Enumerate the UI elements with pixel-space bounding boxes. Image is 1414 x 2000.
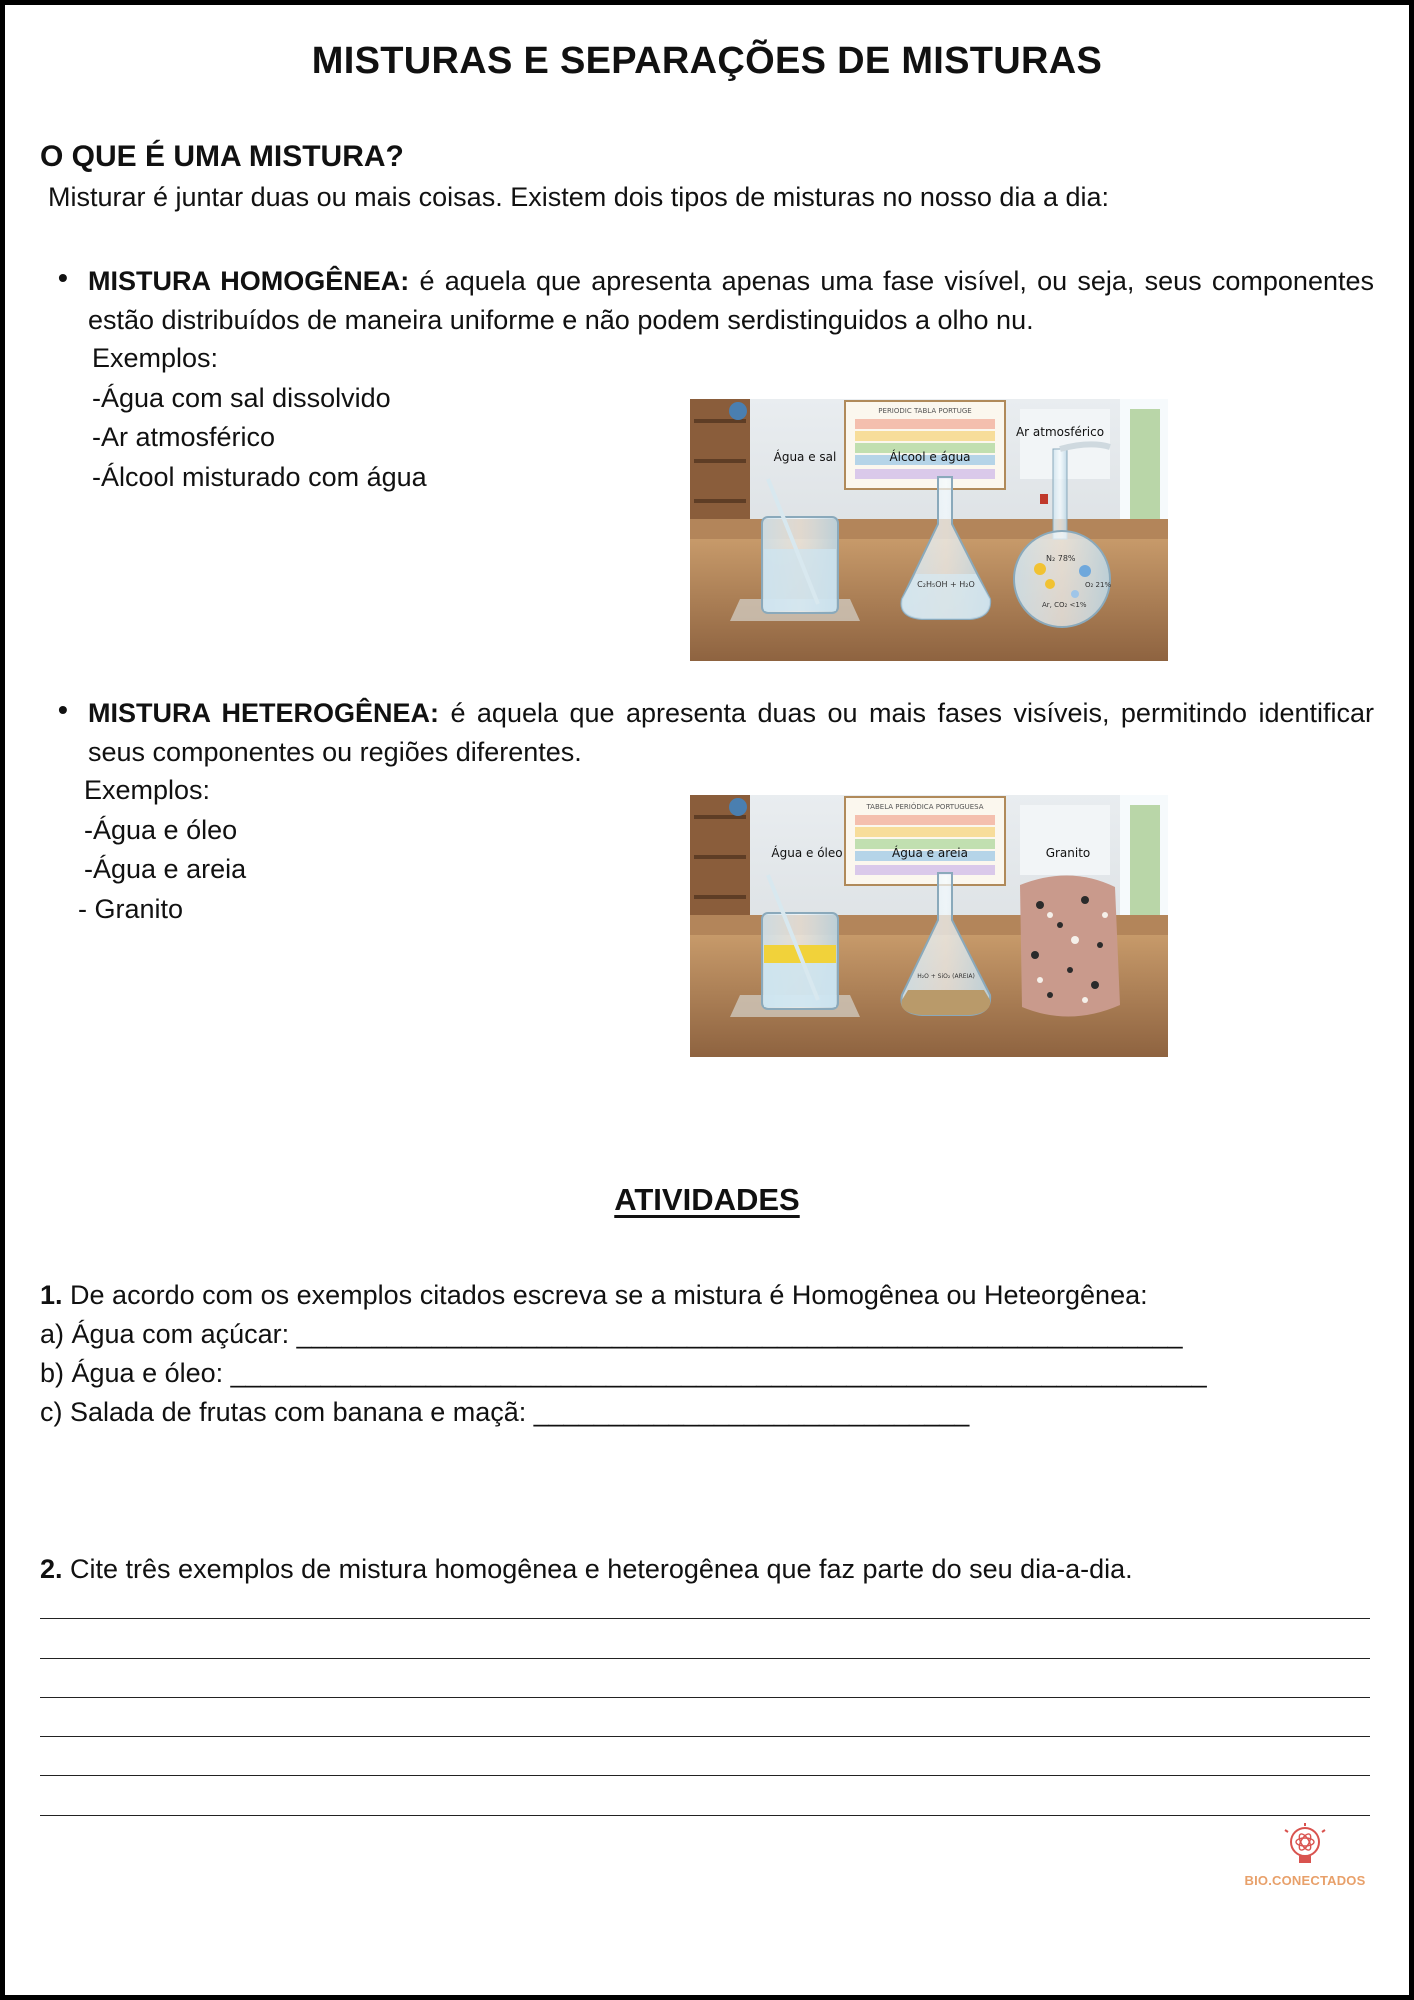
answer-item-a[interactable]: a) Água com açúcar: ___________________________________________________________	[40, 1319, 1183, 1349]
image-label-alcohol-water: Álcool e água	[889, 450, 971, 464]
homogenea-paragraph	[88, 262, 1374, 340]
examples-title: Exemplos:	[92, 343, 219, 373]
answer-line[interactable]	[40, 1736, 1370, 1737]
question-number: 2.	[40, 1554, 63, 1584]
example-item: -Água com sal dissolvido	[92, 382, 391, 413]
periodic-table-title: PERIODIC TABLA PORTUGE	[878, 407, 972, 415]
question-text: Cite três exemplos de mistura homogênea e heterogênea que faz parte do seu dia-a-dia.	[62, 1554, 1133, 1584]
heterogenea-label: MISTURA HETEROGÊNEA:	[88, 698, 439, 728]
lightbulb-atom-icon	[1280, 1822, 1330, 1872]
answer-line[interactable]	[40, 1658, 1370, 1659]
example-item: - Granito	[78, 893, 184, 924]
question-2-prompt	[40, 1550, 1133, 1589]
heterogeneous-mixtures-image	[690, 795, 1168, 1057]
example-item: -Ar atmosférico	[92, 422, 276, 452]
answer-line[interactable]	[40, 1697, 1370, 1698]
image-label-sand-water: Água e areia	[892, 846, 968, 860]
section-heading-mixture: O QUE É UMA MISTURA?	[40, 140, 404, 173]
bullet-dot: •	[58, 262, 68, 293]
homogenea-label: MISTURA HOMOGÊNEA:	[88, 266, 410, 296]
answer-line[interactable]	[40, 1775, 1370, 1776]
logo	[1230, 1822, 1380, 1888]
activities-heading	[0, 1182, 1414, 1218]
activities-heading-text: ATIVIDADES	[614, 1182, 800, 1217]
bullet-dot: •	[58, 694, 68, 725]
formula-label: C₂H₅OH + H₂O	[917, 580, 975, 589]
image-label-oil-water: Água e óleo	[771, 846, 843, 860]
gas-n2-label: N₂ 78%	[1046, 554, 1076, 563]
formula-label: H₂O + SiO₂ (AREIA)	[917, 973, 975, 980]
heterogenea-paragraph	[88, 694, 1374, 772]
question-1	[40, 1276, 1207, 1432]
intro-text: Misturar é juntar duas ou mais coisas. Existem dois tipos de misturas no nosso dia a dia:	[48, 182, 1109, 212]
gas-other-label: Ar, CO₂ <1%	[1042, 601, 1087, 609]
examples-title: Exemplos:	[84, 775, 211, 805]
answer-line[interactable]	[40, 1618, 1370, 1619]
homogenea-text: é aquela que apresenta apenas uma fase visível, ou seja, seus componentes estão distribuídos de maneira uniforme e não podem serdistinguidos a olho nu.	[88, 266, 1374, 335]
example-item: -Álcool misturado com água	[92, 461, 427, 492]
image-label-salt-water: Água e sal	[773, 450, 837, 464]
periodic-table-title: TABELA PERIÓDICA PORTUGUESA	[866, 803, 984, 811]
question-number: 1.	[40, 1280, 63, 1310]
question-1-prompt	[40, 1276, 1207, 1315]
page-title: MISTURAS E SEPARAÇÕES DE MISTURAS	[311, 40, 1103, 82]
answer-line[interactable]	[40, 1815, 1370, 1816]
question-text: De acordo com os exemplos citados escreva se a mistura é Homogênea ou Heteorgênea:	[62, 1280, 1148, 1310]
gas-o2-label: O₂ 21%	[1085, 581, 1112, 589]
logo-text: BIO.CONECTADOS	[1244, 1873, 1366, 1888]
answer-item-c[interactable]: c) Salada de frutas com banana e maçã: _____________________________	[40, 1397, 970, 1427]
image-label-granite: Granito	[1045, 846, 1091, 860]
homogeneous-mixtures-image	[690, 399, 1168, 661]
image-label-air: Ar atmosférico	[1015, 425, 1105, 439]
example-item: -Água e areia	[84, 854, 247, 884]
answer-item-b[interactable]: b) Água e óleo: _________________________________________________________________	[40, 1358, 1207, 1388]
example-item: -Água e óleo	[84, 814, 238, 845]
homogenea-examples	[92, 339, 427, 497]
heterogenea-examples	[78, 771, 247, 929]
heterogenea-text: é aquela que apresenta duas ou mais fases visíveis, permitindo identificar seus componentes ou regiões diferentes.	[88, 698, 1374, 767]
